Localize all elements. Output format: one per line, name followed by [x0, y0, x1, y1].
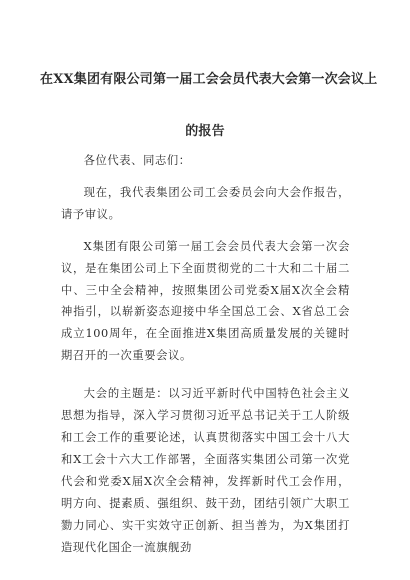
document-title: 在XX集团有限公司第一届工会会员代表大会第一次会议上: [40, 72, 378, 87]
document-body: [61, 150, 350, 558]
paragraph-3: 大会的主题是：以习近平新时代中国特色社会主义思想为指导，深入学习贯彻习近平总书记关于工人阶级和工会工作的重要论述，认真贯彻落实中国工会十八大和X工会十六大工作部署，全面落实集团公司第一次党代会和党委X届X次全会精神，发挥新时代工会作用，明方向、提素质、强组织、鼓干劲，团结引领广大职工勠力同心、实干实效守正创新、担当善为，为X集团打造现代化国企一流旗舰劲: [61, 387, 350, 554]
document-title-continued: 的报告: [185, 124, 225, 139]
paragraph-2: X集团有限公司第一届工会会员代表大会第一次会议，是在集团公司上下全面贯彻党的二十大和二十届二中、三中全会精神，按照集团公司党委X届X次全会精神指引，以崭新姿态迎接中华全国总工会、X省总工会成立100周年，在全面推进X集团高质量发展的关键时期召开的一次重要会议。: [61, 239, 350, 363]
paragraph-1: 现在，我代表集团公司工会委员会向大会作报告，请予审议。: [61, 185, 350, 221]
salutation: 各位代表、同志们：: [83, 154, 191, 167]
